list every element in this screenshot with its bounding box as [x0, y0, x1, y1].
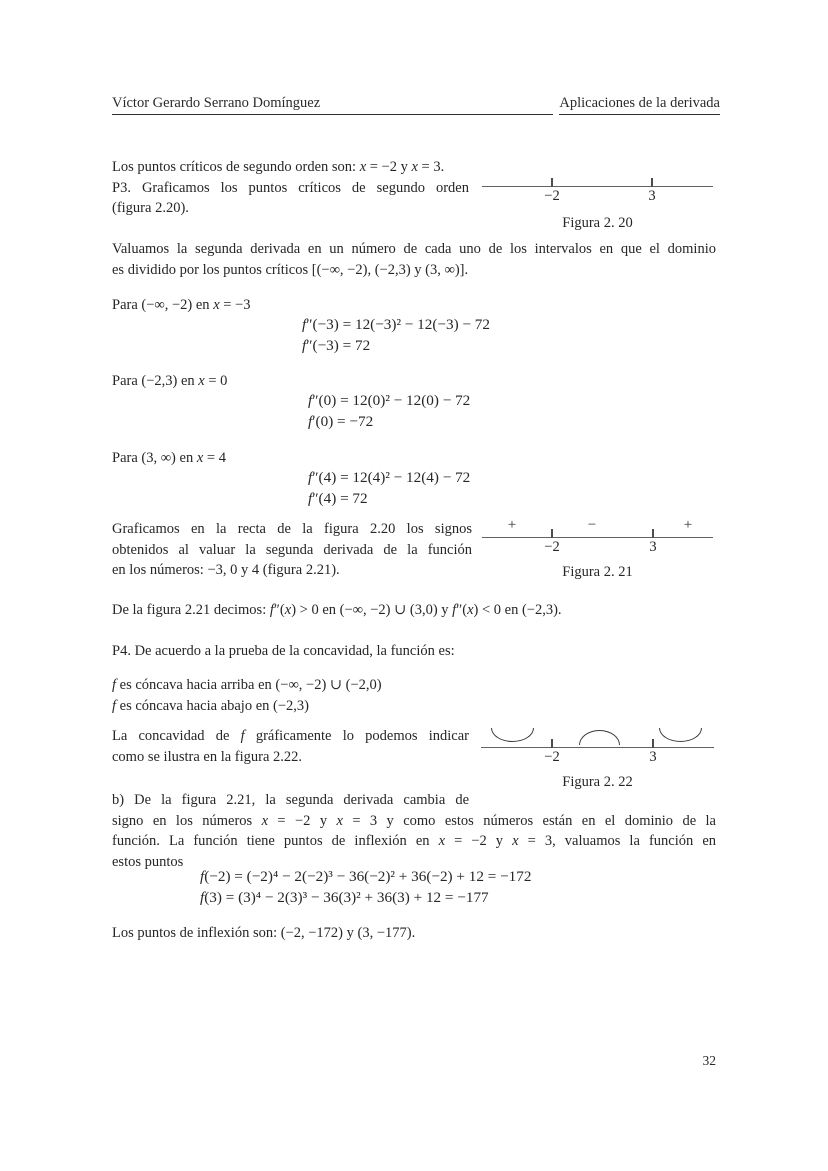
paragraph-inflexion: [112, 790, 716, 872]
figure-caption: Figura 2. 21: [562, 564, 633, 580]
tick-label: −2: [544, 539, 560, 555]
interval-head-1: [112, 295, 250, 316]
equation-group-4: [200, 867, 531, 908]
equation-line: f″(4) = 12(4)² − 12(4) − 72: [308, 469, 471, 486]
equation-group-3: [308, 468, 470, 509]
equation-line: f′(0) = −72: [308, 412, 374, 430]
tick-mark: [551, 529, 553, 538]
interval-head-3: [112, 448, 226, 469]
number-line: [482, 186, 713, 187]
text-line: Los puntos críticos de segundo orden son: x = −2 y x = 3.: [112, 159, 445, 175]
plus-sign: +: [683, 517, 693, 533]
text-line: Para (−2,3) en x = 0: [112, 373, 228, 389]
text-line: La concavidad de f gráficamente lo podemos indicar: [112, 728, 469, 744]
minus-sign: −: [587, 517, 597, 533]
equation-group-1: [302, 315, 490, 356]
figure-2-22: [481, 725, 714, 797]
equation-group-2: [308, 391, 470, 432]
equation-line: f″(−3) = 72: [302, 336, 371, 354]
tick-label: 3: [648, 188, 656, 204]
text-line: en los números: −3, 0 y 4 (figura 2.21).: [112, 562, 340, 578]
concave-up-arc: [491, 728, 534, 742]
text-line: como se ilustra en la figura 2.22.: [112, 748, 303, 765]
text-line: Valuamos la segunda derivada en un número de cada uno de los intervalos en que el dominio: [112, 241, 716, 257]
tick-mark: [551, 178, 553, 187]
equation-line: f(−2) = (−2)⁴ − 2(−2)³ − 36(−2)² + 36(−2) + 12 = −172: [200, 868, 532, 885]
text-line: función. La función tiene puntos de inflexión en x = −2 y x = 3, valuamos la función en: [112, 833, 716, 849]
header-section-title: Aplicaciones de la derivada: [559, 95, 720, 115]
paragraph-graficamos-signos: [112, 519, 472, 581]
text-line: P3. Graficamos los puntos críticos de segundo orden: [112, 179, 469, 196]
paragraph-puntos-inflexion: [112, 923, 415, 944]
page-number: 32: [702, 1053, 716, 1068]
text-line: Los puntos de inflexión son: (−2, −172) y (3, −177).: [112, 925, 416, 941]
tick-mark: [651, 178, 653, 187]
text-line: Para (3, ∞) en x = 4: [112, 450, 226, 466]
equation-line: f″(−3) = 12(−3)² − 12(−3) − 72: [302, 316, 490, 333]
paragraph-de-la-figura: [112, 600, 562, 621]
figure-2-20: [482, 172, 713, 236]
tick-label: −2: [544, 188, 560, 204]
text-line: (figura 2.20).: [112, 200, 189, 216]
text-line: P4. De acuerdo a la prueba de la concavidad, la función es:: [112, 643, 455, 659]
text-line: f es cóncava hacia abajo en (−2,3): [112, 697, 309, 714]
text-line: Graficamos en la recta de la figura 2.20 los signos: [112, 521, 472, 537]
tick-label: 3: [649, 539, 657, 555]
text-line: De la figura 2.21 decimos: f″(x) > 0 en (−∞, −2) ∪ (3,0) y f″(x) < 0 en (−2,3).: [112, 602, 562, 618]
text-line: signo en los números x = −2 y x = 3 y como estos números están en el dominio de la: [112, 812, 716, 829]
figure-2-21: [482, 512, 713, 584]
text-line: f es cóncava hacia arriba en (−∞, −2) ∪ (−2,0): [112, 677, 382, 693]
tick-mark: [652, 529, 654, 538]
figure-caption: Figura 2. 20: [562, 215, 633, 231]
interval-head-2: [112, 371, 227, 392]
paragraph-valuamos: [112, 239, 716, 280]
text-line: obtenidos al valuar la segunda derivada de la función: [112, 541, 472, 558]
text-line: b) De la figura 2.21, la segunda derivada cambia de: [112, 792, 469, 808]
plus-sign: +: [507, 517, 517, 533]
text-line: es dividido por los puntos críticos [(−∞, −2), (−2,3) y (3, ∞)].: [112, 261, 469, 278]
text-line: Para (−∞, −2) en x = −3: [112, 297, 251, 313]
paragraph-concavidad: [112, 675, 382, 716]
tick-mark: [652, 739, 654, 748]
header-author: Víctor Gerardo Serrano Domínguez: [112, 95, 553, 115]
paragraph-concavidad-grafica: [112, 726, 469, 767]
text-line: estos puntos: [112, 853, 184, 870]
equation-line: f″(4) = 72: [308, 489, 368, 507]
equation-line: f(3) = (3)⁴ − 2(3)³ − 36(3)² + 36(3) + 12 = −177: [200, 888, 489, 906]
figure-caption: Figura 2. 22: [562, 774, 633, 790]
number-line: [481, 747, 714, 748]
concave-down-arc: [579, 730, 620, 745]
tick-label: −2: [544, 749, 560, 765]
tick-label: 3: [649, 749, 657, 765]
page-header: [112, 95, 720, 115]
paragraph-p4: [112, 641, 455, 662]
concave-up-arc: [659, 728, 702, 742]
tick-mark: [551, 739, 553, 748]
equation-line: f″(0) = 12(0)² − 12(0) − 72: [308, 392, 471, 409]
number-line: [482, 537, 713, 538]
